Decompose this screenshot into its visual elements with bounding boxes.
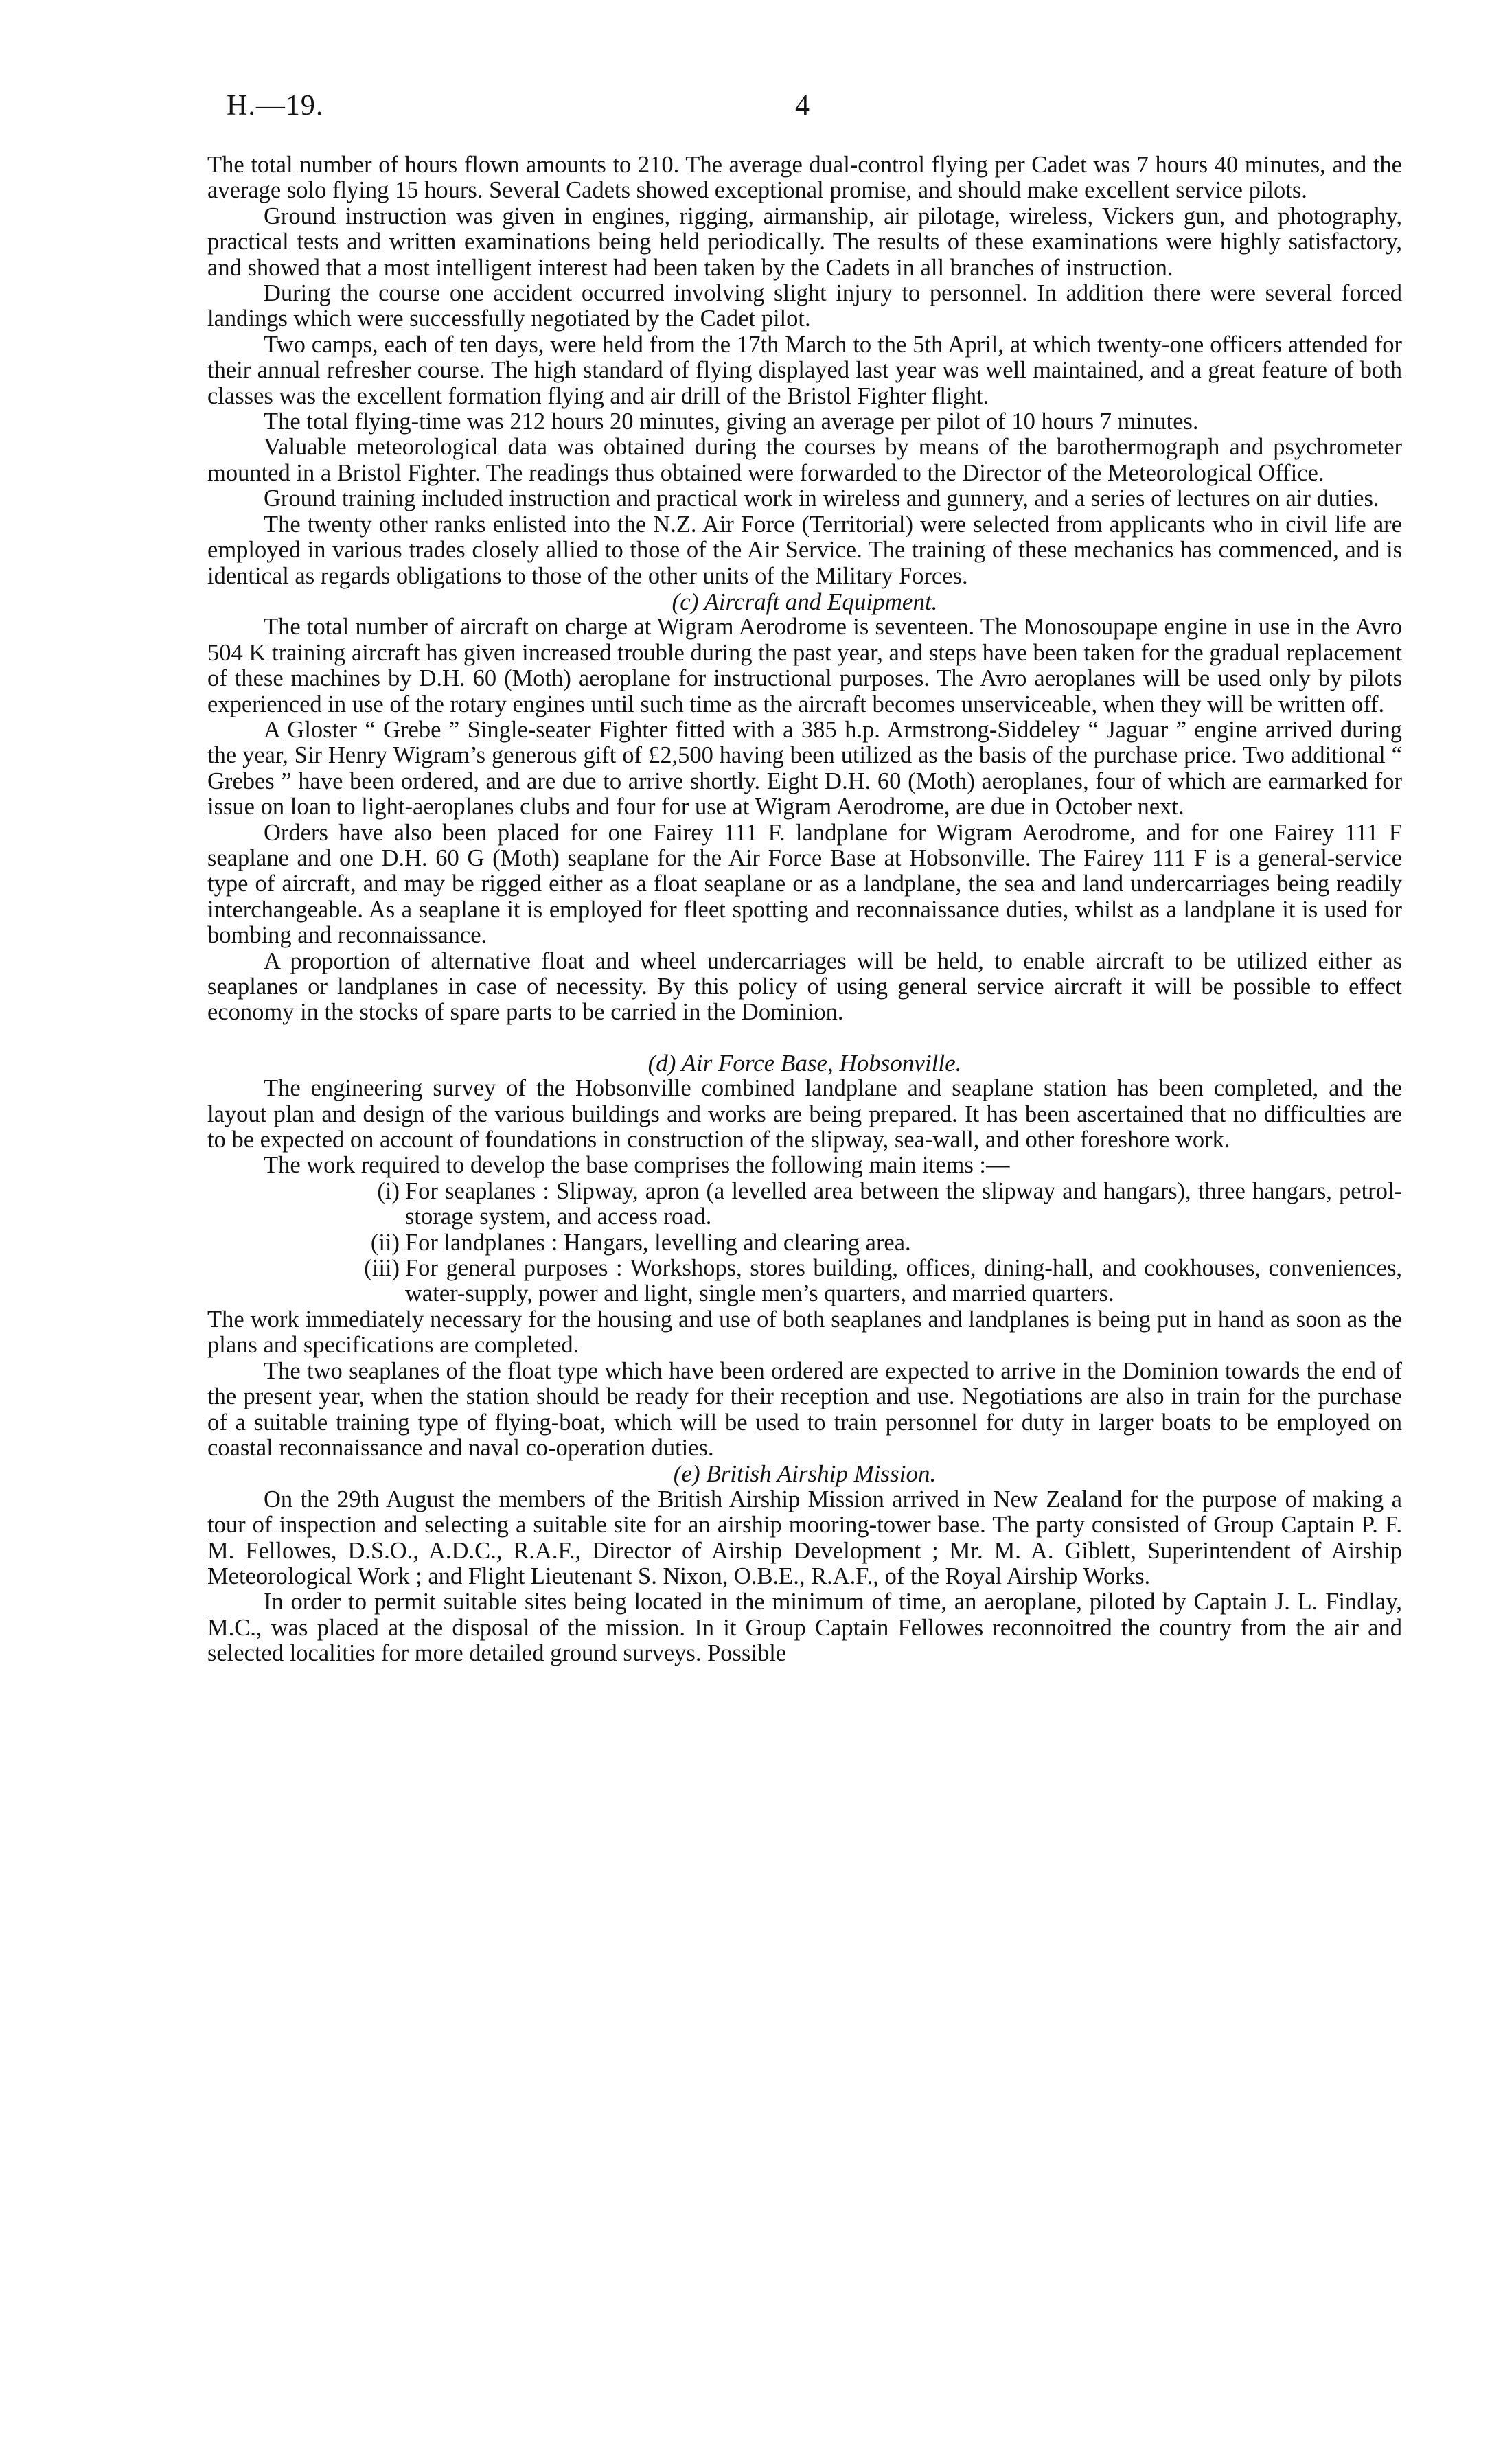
list-item	[207, 1256, 1402, 1307]
paragraph: A Gloster “ Grebe ” Single-seater Fighter fitted with a 385 h.p. Armstrong-Siddeley “ Jaguar ” engine arrived during the year, Sir Henry Wigram’s generous gift of £2,500 having been utilized as the basis of the purchase price. Two additional “ Grebes ” have been ordered, and are due to arrive shortly. Eight D.H. 60 (Moth) aeroplanes, four of which are earmarked for issue on loan to light-aeroplanes clubs and four for use at Wigram Aerodrome, are due in October next.	[207, 716, 1402, 820]
list-item-number: (i)	[377, 1177, 400, 1204]
paragraph: During the course one accident occurred involving slight injury to personnel. In addition there were several forced landings which were successfully negotiated by the Cadet pilot.	[207, 280, 1402, 332]
paragraph: The total number of hours flown amounts to 210. The average dual-control flying per Cadet was 7 hours 40 minutes, and the average solo flying 15 hours. Several Cadets showed exceptional promise, and should make excellent service pilots.	[207, 152, 1402, 204]
paragraph: Ground training included instruction and practical work in wireless and gunnery, and a series of lectures on air duties.	[264, 485, 1379, 512]
list-item-text: For general purposes : Workshops, stores building, offices, dining-hall, and cookhouses, conveniences, water-supply, power and light, single men’s quarters, and married quarters.	[405, 1255, 1402, 1307]
paragraph: The work required to develop the base comprises the following main items :—	[264, 1152, 1010, 1179]
paragraph: The engineering survey of the Hobsonville combined landplane and seaplane station has been completed, and the layout plan and design of the various buildings and works are being prepared. It has been ascertained that no difficulties are to be expected on account of foundations in construction of the slipway, sea-wall, and other foreshore work.	[207, 1075, 1402, 1153]
paragraph: The twenty other ranks enlisted into the N.Z. Air Force (Territorial) were selected from applicants who in civil life are employed in various trades closely allied to those of the Air Service. The training of these mechanics has commenced, and is identical as regards obligations to those of the other units of the Military Forces.	[207, 511, 1402, 589]
paragraph: A proportion of alternative float and wheel undercarriages will be held, to enable aircraft to be utilized either as seaplanes or landplanes in case of necessity. By this policy of using general service aircraft it will be possible to effect economy in the stocks of spare parts to be carried in the Dominion.	[207, 947, 1402, 1026]
paragraph: The total flying-time was 212 hours 20 minutes, giving an average per pilot of 10 hours 7 minutes.	[264, 408, 1199, 435]
main-items-list	[207, 1179, 1402, 1307]
list-item-number: (iii)	[364, 1255, 400, 1282]
paragraph: On the 29th August the members of the British Airship Mission arrived in New Zealand for the purpose of making a tour of inspection and selecting a suitable site for an airship mooring-tower base. The party consisted of Group Captain P. F. M. Fellowes, D.S.O., A.D.C., R.A.F., Director of Airship Development ; Mr. M. A. Giblett, Superintendent of Airship Meteorological Work ; and Flight Lieutenant S. Nixon, O.B.E., R.A.F., of the Royal Airship Works.	[207, 1486, 1402, 1589]
paragraph: In order to permit suitable sites being located in the minimum of time, an aeroplane, piloted by Captain J. L. Findlay, M.C., was placed at the disposal of the mission. In it Group Captain Fellowes reconnoitred the country from the air and selected localities for more detailed ground surveys. Possible	[207, 1589, 1402, 1667]
section-heading-air-force-base: (d) Air Force Base, Hobsonville.	[647, 1049, 962, 1076]
page-number: 4	[795, 90, 810, 122]
section-heading-british-airship-mission: (e) British Airship Mission.	[673, 1460, 937, 1488]
paragraph: Two camps, each of ten days, were held from the 17th March to the 5th April, at which twenty-one officers attended for their annual refresher course. The high standard of flying displayed last year was well maintained, and a great feature of both classes was the excellent formation flying and air drill of the Bristol Fighter flight.	[207, 331, 1402, 409]
list-item-number: (ii)	[370, 1229, 400, 1256]
document-reference: H.—19.	[227, 90, 324, 122]
paragraph: Valuable meteorological data was obtained during the courses by means of the barothermograph and psychrometer mounted in a Bristol Fighter. The readings thus obtained were forwarded to the Director of the Meteorological Office.	[207, 434, 1402, 486]
list-item	[207, 1179, 1402, 1230]
paragraph: The work immediately necessary for the housing and use of both seaplanes and landplanes is being put in hand as soon as the plans and specifications are completed.	[207, 1306, 1402, 1359]
page-header	[206, 87, 1396, 135]
list-item	[207, 1230, 1402, 1256]
paragraph: The total number of aircraft on charge at Wigram Aerodrome is seventeen. The Monosoupape engine in use in the Avro 504 K training aircraft has given increased trouble during the past year, and steps have been taken for the gradual replacement of these machines by D.H. 60 (Moth) aeroplane for instructional purposes. The Avro aeroplanes will be used only by pilots experienced in use of the rotary engines until such time as the aircraft becomes unserviceable, when they will be written off.	[207, 614, 1402, 717]
paragraph: The two seaplanes of the float type which have been ordered are expected to arrive in the Dominion towards the end of the present year, when the station should be ready for their reception and use. Negotiations are also in train for the purchase of a suitable training type of flying-boat, which will be used to train personnel for duty in larger boats to be employed on coastal reconnaissance and naval co-operation duties.	[207, 1357, 1402, 1461]
paragraph: Ground instruction was given in engines, rigging, airmanship, air pilotage, wireless, Vickers gun, and photography, practical tests and written examinations being held periodically. The results of these examinations were highly satisfactory, and showed that a most intelligent interest had been taken by the Cadets in all branches of instruction.	[207, 203, 1402, 281]
list-item-text: For seaplanes : Slipway, apron (a levelled area between the slipway and hangars), three hangars, petrol-storage system, and access road.	[405, 1177, 1402, 1230]
list-item-text: For landplanes : Hangars, levelling and clearing area.	[405, 1229, 911, 1256]
section-heading-aircraft-equipment: (c) Aircraft and Equipment.	[672, 588, 938, 615]
body-text	[207, 152, 1402, 1667]
paragraph: Orders have also been placed for one Fairey 111 F. landplane for Wigram Aerodrome, and for one Fairey 111 F seaplane and one D.H. 60 G (Moth) seaplane for the Air Force Base at Hobsonville. The Fairey 111 F is a general-service type of aircraft, and may be rigged either as a float seaplane or as a landplane, the sea and land undercarriages being readily interchangeable. As a seaplane it is employed for fleet spotting and reconnaissance duties, whilst as a landplane it is used for bombing and reconnaissance.	[207, 819, 1402, 949]
